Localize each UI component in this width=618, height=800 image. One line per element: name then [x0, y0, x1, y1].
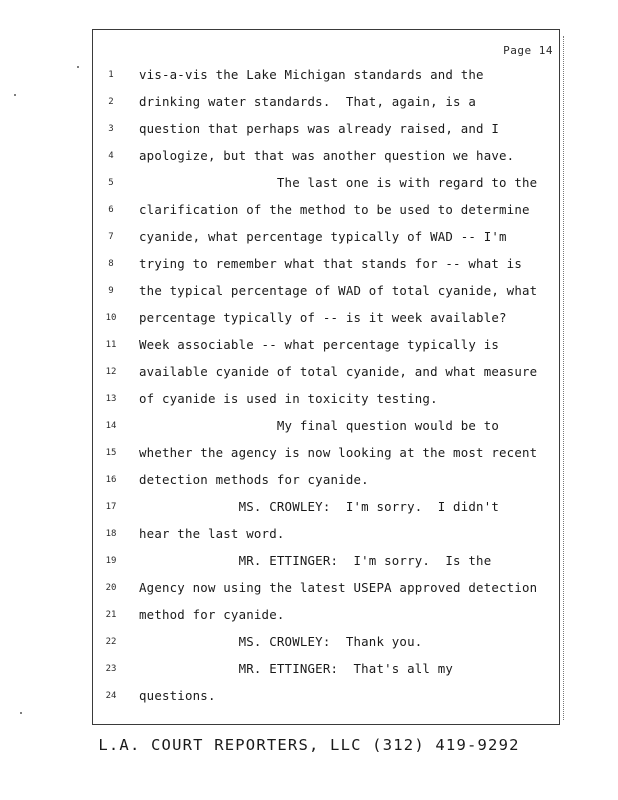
line-number: 6: [108, 205, 114, 215]
transcript-page: [92, 29, 560, 725]
line-text: drinking water standards. That, again, is a: [139, 94, 477, 109]
transcript-line: [93, 229, 559, 256]
line-text: the typical percentage of WAD of total cyanide, what: [139, 283, 538, 298]
transcript-line: [93, 472, 559, 499]
line-text: clarification of the method to be used to determine: [139, 202, 530, 217]
line-number: 12: [105, 367, 117, 377]
line-text: available cyanide of total cyanide, and what measure: [139, 364, 538, 379]
transcript-line: [93, 175, 559, 202]
line-text: of cyanide is used in toxicity testing.: [139, 391, 438, 406]
transcript-line: [93, 364, 559, 391]
transcript-line: [93, 526, 559, 553]
line-number: 17: [105, 502, 117, 512]
transcript-line: [93, 418, 559, 445]
line-number: 1: [108, 70, 114, 80]
line-text: The last one is with regard to the: [139, 175, 538, 190]
transcript-line: [93, 499, 559, 526]
transcript-line: [93, 634, 559, 661]
transcript-line: [93, 67, 559, 94]
line-text: MS. CROWLEY: I'm sorry. I didn't: [139, 499, 500, 514]
transcript-line: [93, 445, 559, 472]
line-number: 14: [105, 421, 117, 431]
transcript-line: [93, 580, 559, 607]
transcript-line: [93, 337, 559, 364]
line-text: MR. ETTINGER: I'm sorry. Is the: [139, 553, 492, 568]
line-text: hear the last word.: [139, 526, 285, 541]
line-number: 4: [108, 151, 114, 161]
line-number: 8: [108, 259, 114, 269]
transcript-line: [93, 607, 559, 634]
transcript-line: [93, 553, 559, 580]
line-number: 3: [108, 124, 114, 134]
line-number: 21: [105, 610, 117, 620]
scan-speck: [77, 66, 79, 68]
line-number: 10: [105, 313, 117, 323]
line-number: 2: [108, 97, 114, 107]
transcript-line: [93, 283, 559, 310]
line-text: MS. CROWLEY: Thank you.: [139, 634, 423, 649]
line-number: 16: [105, 475, 117, 485]
line-text: MR. ETTINGER: That's all my: [139, 661, 454, 676]
line-text: vis-a-vis the Lake Michigan standards and the: [139, 67, 484, 82]
transcript-line: [93, 94, 559, 121]
page-number-label: Page 14: [503, 44, 553, 57]
line-text: detection methods for cyanide.: [139, 472, 369, 487]
transcript-line: [93, 202, 559, 229]
line-text: apologize, but that was another question we have.: [139, 148, 515, 163]
line-number: 18: [105, 529, 117, 539]
scan-speck: [20, 712, 22, 714]
line-text: method for cyanide.: [139, 607, 285, 622]
line-text: Week associable -- what percentage typically is: [139, 337, 500, 352]
line-number: 13: [105, 394, 117, 404]
scan-speck: [14, 94, 16, 96]
line-number: 20: [105, 583, 117, 593]
line-number: 9: [108, 286, 114, 296]
line-number: 15: [105, 448, 117, 458]
transcript-line: [93, 391, 559, 418]
line-text: whether the agency is now looking at the most recent: [139, 445, 538, 460]
court-reporter-footer: L.A. COURT REPORTERS, LLC (312) 419-9292: [98, 736, 520, 754]
line-text: Agency now using the latest USEPA approved detection: [139, 580, 538, 595]
transcript-line: [93, 310, 559, 337]
line-text: percentage typically of -- is it week available?: [139, 310, 507, 325]
line-text: trying to remember what that stands for -- what is: [139, 256, 522, 271]
transcript-line: [93, 661, 559, 688]
line-number: 24: [105, 691, 117, 701]
transcript-line: [93, 121, 559, 148]
line-number: 7: [108, 232, 114, 242]
line-number: 19: [105, 556, 117, 566]
line-number: 23: [105, 664, 117, 674]
line-number: 11: [105, 340, 117, 350]
line-text: cyanide, what percentage typically of WAD -- I'm: [139, 229, 507, 244]
transcript-line: [93, 148, 559, 175]
transcript-line: [93, 688, 559, 715]
line-text: question that perhaps was already raised, and I: [139, 121, 500, 136]
line-text: My final question would be to: [139, 418, 500, 433]
line-number: 5: [108, 178, 114, 188]
transcript-line: [93, 256, 559, 283]
line-text: questions.: [139, 688, 216, 703]
line-number: 22: [105, 637, 117, 647]
